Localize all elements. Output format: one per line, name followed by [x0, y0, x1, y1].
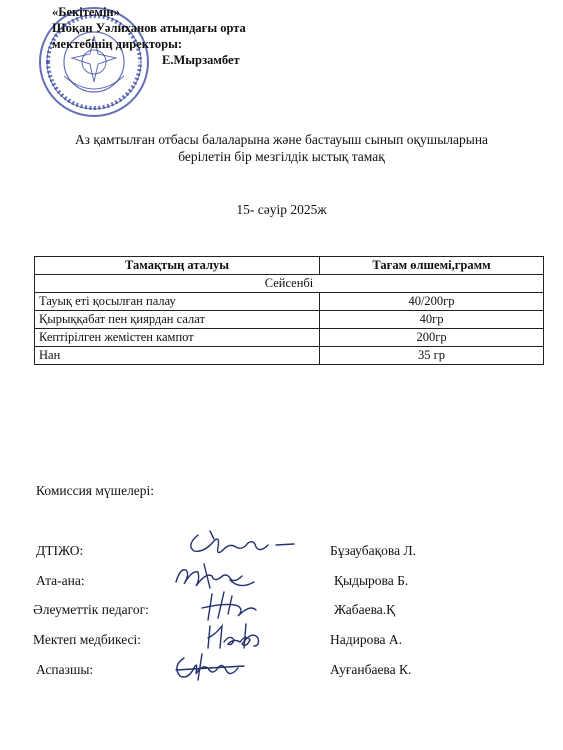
- dish-amount: 40гр: [320, 311, 544, 329]
- title-line-1: Аз қамтылған отбасы балаларына және бастауыш сынып оқушыларына: [74, 132, 489, 147]
- table-row: [35, 311, 544, 329]
- approval-line-1: «Бекітемін»: [52, 5, 120, 19]
- dish-name: Тауық еті қосылған палау: [35, 293, 320, 311]
- member-name: Ауғанбаева К.: [330, 662, 412, 677]
- director-name: Е.Мырзамбет: [162, 53, 240, 67]
- dish-amount: 35 гр: [320, 347, 544, 365]
- column-header-dish: Тамақтың аталуы: [35, 257, 320, 275]
- member-role: Әлеуметтік педагог:: [33, 602, 149, 617]
- approval-line-2: Шоқан Уәлиханов атындағы орта: [52, 21, 246, 35]
- member-role: Ата-ана:: [36, 573, 85, 588]
- member-role: Мектеп медбикесі:: [33, 632, 142, 647]
- approval-line-3: мектебінің директоры:: [52, 37, 183, 51]
- menu-table: [34, 256, 544, 365]
- member-role: Аспазшы:: [36, 662, 94, 677]
- table-row: [35, 293, 544, 311]
- document-date: 15- сәуір 2025ж: [236, 202, 327, 217]
- table-row: [35, 329, 544, 347]
- signature-icon: [180, 527, 300, 563]
- dish-amount: 200гр: [320, 329, 544, 347]
- dish-amount: 40/200гр: [320, 293, 544, 311]
- member-name: Бұзаубақова Л.: [330, 543, 416, 558]
- member-name: Надирова А.: [330, 632, 403, 647]
- table-row: [35, 347, 544, 365]
- document-title: [0, 131, 563, 165]
- member-name: Қыдырова Б.: [334, 573, 409, 588]
- approval-block: [52, 4, 246, 68]
- table-header-row: [35, 257, 544, 275]
- dish-name: Нан: [35, 347, 320, 365]
- dish-name: Қырыққабат пен қиярдан салат: [35, 311, 320, 329]
- signature-icon: [202, 620, 272, 654]
- table-day-row: [35, 275, 544, 293]
- signature-icon: [170, 560, 260, 594]
- dish-name: Кептірілген жемістен кампот: [35, 329, 320, 347]
- signature-icon: [168, 650, 258, 686]
- commission-label: Комиссия мүшелері:: [36, 483, 155, 498]
- day-label: Сейсенбі: [35, 275, 544, 293]
- member-name: Жабаева.Қ: [334, 602, 396, 617]
- title-line-2: берілетін бір мезгілдік ыстық тамақ: [178, 149, 385, 164]
- column-header-amount: Тағам өлшемі,грамм: [320, 257, 544, 275]
- signature-icon: [198, 590, 268, 624]
- member-role: ДТІЖО:: [36, 543, 84, 558]
